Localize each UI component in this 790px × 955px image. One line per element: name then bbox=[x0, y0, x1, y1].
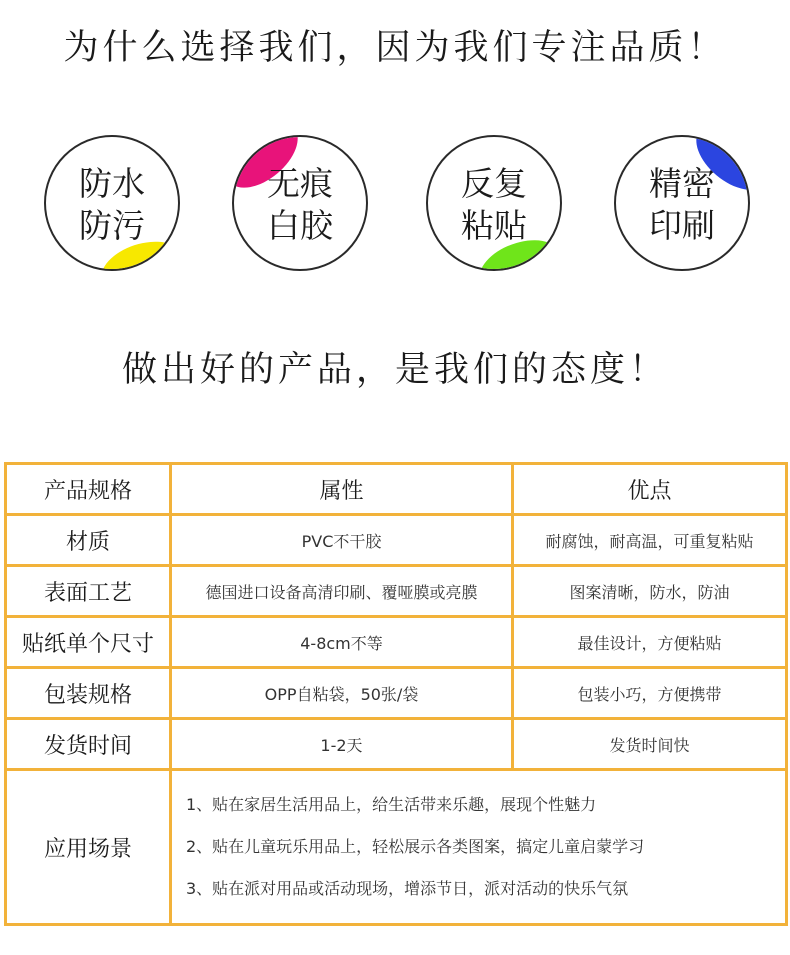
row-attribute: 德国进口设备高清印刷、覆哑膜或亮膜 bbox=[171, 566, 513, 617]
product-spec-table bbox=[4, 462, 788, 926]
headline-why-choose-us: 为什么选择我们，因为我们专注品质！ bbox=[63, 28, 727, 68]
application-scenarios bbox=[171, 770, 787, 925]
feature-label bbox=[428, 163, 560, 247]
table-row bbox=[6, 617, 787, 668]
feature-label-line1: 无痕 bbox=[267, 164, 333, 203]
row-label: 发货时间 bbox=[6, 719, 171, 770]
feature-badge-traceless-glue bbox=[232, 135, 368, 271]
table-header-row bbox=[6, 464, 787, 515]
table-row bbox=[6, 719, 787, 770]
row-advantage: 耐腐蚀，耐高温，可重复粘贴 bbox=[513, 515, 787, 566]
row-advantage: 图案清晰，防水，防油 bbox=[513, 566, 787, 617]
application-line: 3、贴在派对用品或活动现场，增添节日，派对活动的快乐气氛 bbox=[186, 879, 629, 898]
feature-label-line1: 防水 bbox=[79, 164, 145, 203]
table-row bbox=[6, 566, 787, 617]
table-row bbox=[6, 515, 787, 566]
row-attribute: 4-8cm不等 bbox=[171, 617, 513, 668]
row-attribute: OPP自粘袋，50张/袋 bbox=[171, 668, 513, 719]
row-advantage: 包装小巧，方便携带 bbox=[513, 668, 787, 719]
row-label: 材质 bbox=[6, 515, 171, 566]
feature-badge-waterproof bbox=[44, 135, 180, 271]
row-advantage: 最佳设计，方便粘贴 bbox=[513, 617, 787, 668]
header-attribute: 属性 bbox=[171, 464, 513, 515]
headline-our-attitude: 做出好的产品，是我们的态度！ bbox=[121, 350, 668, 390]
feature-label-line2: 印刷 bbox=[649, 206, 715, 245]
feature-label-line2: 粘贴 bbox=[461, 206, 527, 245]
feature-badge-precision-print bbox=[614, 135, 750, 271]
feature-label-line2: 白胶 bbox=[267, 206, 333, 245]
feature-label bbox=[46, 163, 178, 247]
feature-label-line1: 精密 bbox=[649, 164, 715, 203]
row-label: 表面工艺 bbox=[6, 566, 171, 617]
row-label: 贴纸单个尺寸 bbox=[6, 617, 171, 668]
feature-label bbox=[234, 163, 366, 247]
feature-badge-reusable bbox=[426, 135, 562, 271]
row-label: 包装规格 bbox=[6, 668, 171, 719]
header-spec: 产品规格 bbox=[6, 464, 171, 515]
feature-label bbox=[616, 163, 748, 247]
feature-label-line2: 防污 bbox=[79, 206, 145, 245]
row-attribute: 1-2天 bbox=[171, 719, 513, 770]
application-label: 应用场景 bbox=[6, 770, 171, 925]
feature-label-line1: 反复 bbox=[461, 164, 527, 203]
table-row-application bbox=[6, 770, 787, 925]
application-line: 1、贴在家居生活用品上，给生活带来乐趣，展现个性魅力 bbox=[186, 795, 597, 814]
row-attribute: PVC不干胶 bbox=[171, 515, 513, 566]
application-line: 2、贴在儿童玩乐用品上，轻松展示各类图案，搞定儿童启蒙学习 bbox=[186, 837, 645, 856]
row-advantage: 发货时间快 bbox=[513, 719, 787, 770]
table-row bbox=[6, 668, 787, 719]
header-advantage: 优点 bbox=[513, 464, 787, 515]
